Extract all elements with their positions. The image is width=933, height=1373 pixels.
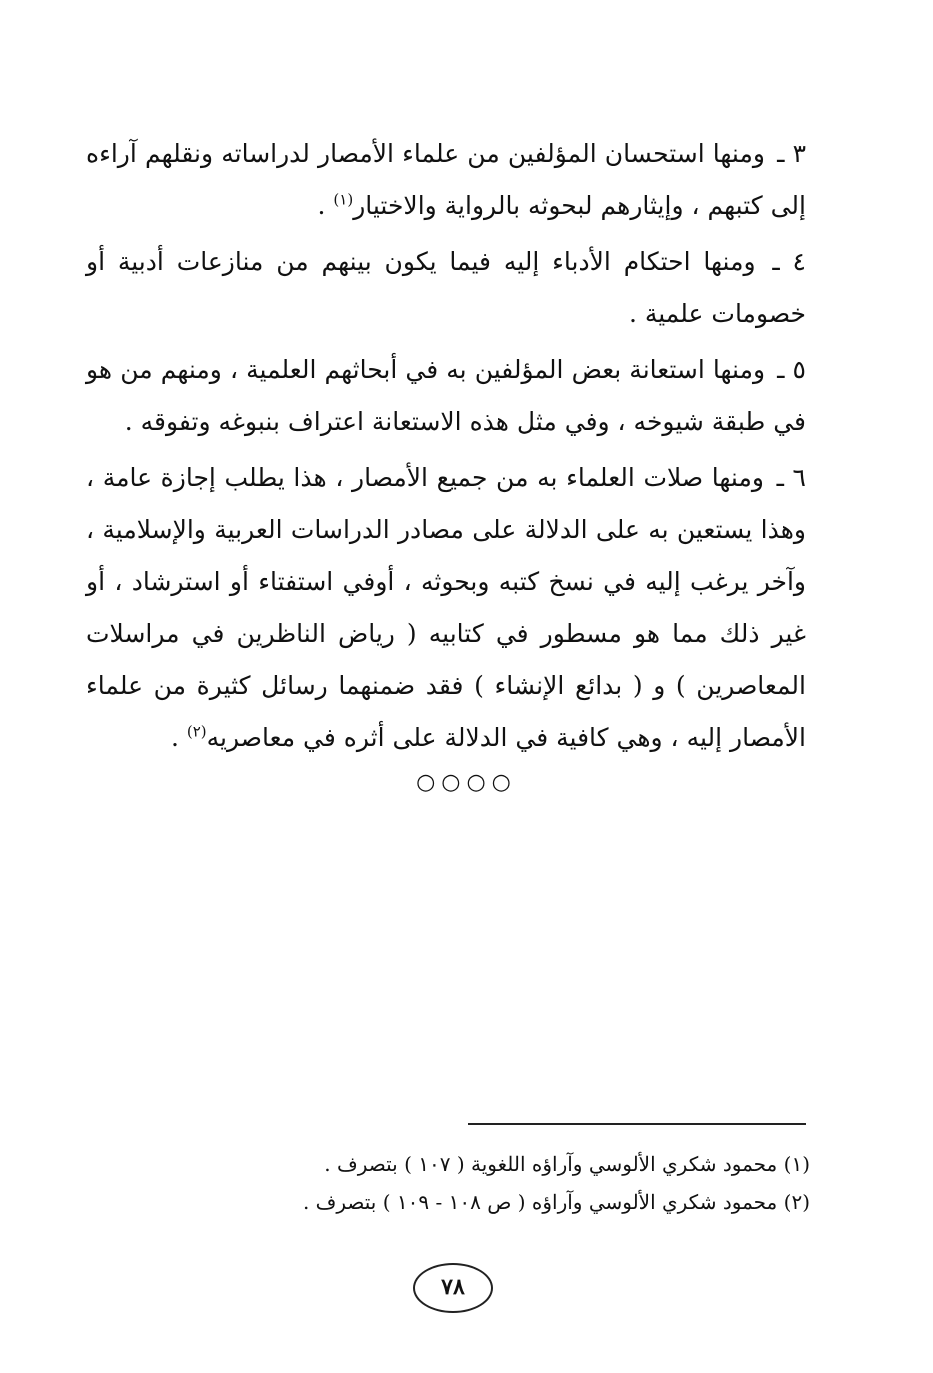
paragraph-tail: . — [170, 723, 187, 752]
section-ornament: ○○○○ — [416, 770, 517, 795]
footnotes — [120, 1145, 810, 1221]
paragraph-4 — [86, 236, 806, 340]
main-text — [86, 128, 806, 768]
paragraph-3 — [86, 128, 806, 232]
paragraph-6 — [86, 452, 806, 764]
paragraph-number: ٤ ـ — [772, 247, 806, 276]
footnote-2: (٢) محمود شكري الألوسي وآراؤه ( ص ١٠٨ - ١٠٩ ) بتصرف . — [302, 1190, 810, 1214]
footnote-divider — [468, 1123, 806, 1125]
page-number: ٧٨ — [413, 1263, 493, 1313]
paragraph-5 — [86, 344, 806, 448]
paragraph-number: ٥ ـ — [777, 355, 806, 384]
footnote-1: (١) محمود شكري الألوسي وآراؤه اللغوية ( ١٠٧ ) بتصرف . — [324, 1152, 810, 1176]
footnote-ref[interactable]: (١) — [333, 190, 354, 209]
paragraph-number: ٦ ـ — [776, 463, 806, 492]
paragraph-tail: . — [317, 191, 334, 220]
paragraph-text: ومنها استحسان المؤلفين من علماء الأمصار لدراساته ونقلهم آراءه إلى كتبهم ، وإيثارهم لبحوثه بالرواية والاختيار — [86, 139, 806, 220]
paragraph-number: ٣ ـ — [777, 139, 806, 168]
footnote-ref[interactable]: (٢) — [186, 722, 207, 741]
paragraph-text: ومنها استعانة بعض المؤلفين به في أبحاثهم العلمية ، ومنهم من هو في طبقة شيوخه ، وفي مثل هذه الاستعانة اعتراف بنبوغه وتفوقه . — [86, 355, 806, 436]
paragraph-text: ومنها احتكام الأدباء إليه فيما يكون بينهم من منازعات أدبية أو خصومات علمية . — [86, 247, 806, 328]
paragraph-text: ومنها صلات العلماء به من جميع الأمصار ، هذا يطلب إجازة عامة ، وهذا يستعين به على الدلالة على مصادر الدراسات العربية والإسلامية ، وآخر يرغب إليه في نسخ كتبه وبحوثه ، أوفي استفتاء أو استرشاد ، أو غير ذلك مما هو مسطور في كتابيه ( رياض الناظرين في مراسلات المعاصرين ) و ( بدائع الإنشاء ) فقد ضمنهما رسائل كثيرة من علماء الأمصار إليه ، وهي كافية في الدلالة على أثره في معاصريه — [86, 463, 806, 752]
